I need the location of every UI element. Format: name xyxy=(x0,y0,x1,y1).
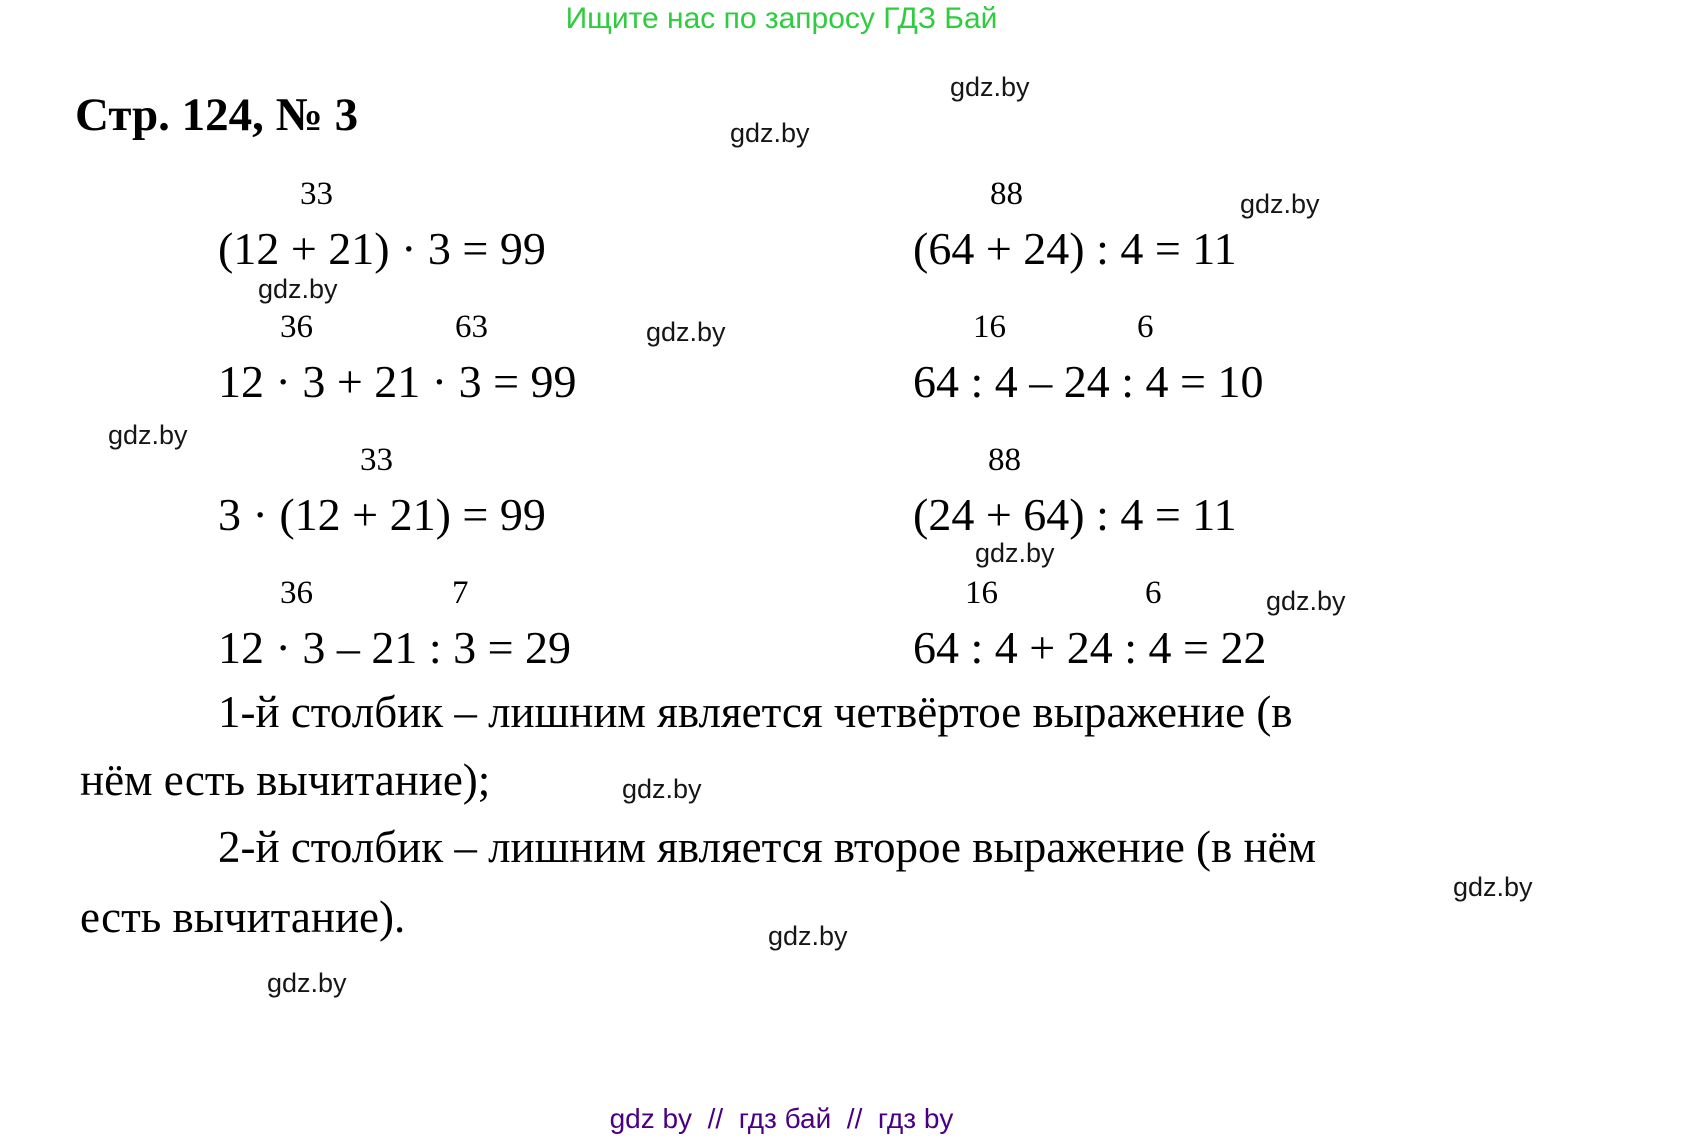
expression-row xyxy=(913,303,1573,436)
answer-paragraph-2-line-2: есть вычитание). xyxy=(80,892,406,942)
intermediate-result: 36 xyxy=(280,309,313,345)
intermediate-result: 16 xyxy=(973,309,1006,345)
expression-text: (12 + 21) · 3 = 99 xyxy=(218,223,546,274)
intermediate-result: 6 xyxy=(1145,575,1162,611)
watermark: gdz.by xyxy=(950,72,1030,102)
expression-column-left xyxy=(218,170,878,702)
intermediate-result: 36 xyxy=(280,575,313,611)
intermediate-result: 88 xyxy=(988,442,1021,478)
answer-paragraph-2-line-1: 2-й столбик – лишним является второе выражение (в нём xyxy=(218,822,1317,872)
watermark: gdz.by xyxy=(768,921,848,951)
intermediate-result: 63 xyxy=(455,309,488,345)
intermediate-result: 16 xyxy=(965,575,998,611)
expression-column-right xyxy=(913,170,1573,702)
watermark: gdz.by xyxy=(1266,586,1346,616)
watermark: gdz.by xyxy=(730,118,810,148)
watermark: gdz.by xyxy=(975,538,1055,568)
answer-paragraph-1-line-2: нём есть вычитание); xyxy=(80,755,491,805)
expression-text: 64 : 4 + 24 : 4 = 22 xyxy=(913,622,1267,673)
expression-row xyxy=(218,303,878,436)
watermark: gdz.by xyxy=(267,968,347,998)
expression-row xyxy=(913,569,1573,702)
intermediate-result: 33 xyxy=(360,442,393,478)
watermark: gdz.by xyxy=(1453,872,1533,902)
expression-text: 3 · (12 + 21) = 99 xyxy=(218,489,546,540)
watermark: gdz.by xyxy=(1240,189,1320,219)
expression-text: 12 · 3 – 21 : 3 = 29 xyxy=(218,622,572,673)
watermark: gdz.by xyxy=(258,274,338,304)
watermark: gdz.by xyxy=(646,317,726,347)
expression-text: 12 · 3 + 21 · 3 = 99 xyxy=(218,356,577,407)
expression-text: (64 + 24) : 4 = 11 xyxy=(913,223,1237,274)
promo-banner: Ищите нас по запросу ГДЗ Бай xyxy=(565,2,998,35)
watermark: gdz.by xyxy=(108,420,188,450)
intermediate-result: 7 xyxy=(452,575,469,611)
page-title: Стр. 124, № 3 xyxy=(75,89,359,141)
expression-text: 64 : 4 – 24 : 4 = 10 xyxy=(913,356,1264,407)
intermediate-result: 6 xyxy=(1137,309,1154,345)
intermediate-result: 33 xyxy=(300,176,333,212)
expression-text: (24 + 64) : 4 = 11 xyxy=(913,489,1237,540)
footer-watermark: gdz by // гдз бай // гдз by xyxy=(609,1103,954,1134)
expression-row xyxy=(218,569,878,702)
expression-row xyxy=(218,436,878,569)
intermediate-result: 88 xyxy=(990,176,1023,212)
answer-paragraph-1-line-1: 1-й столбик – лишним является четвёртое выражение (в xyxy=(218,687,1293,737)
watermark: gdz.by xyxy=(622,774,702,804)
